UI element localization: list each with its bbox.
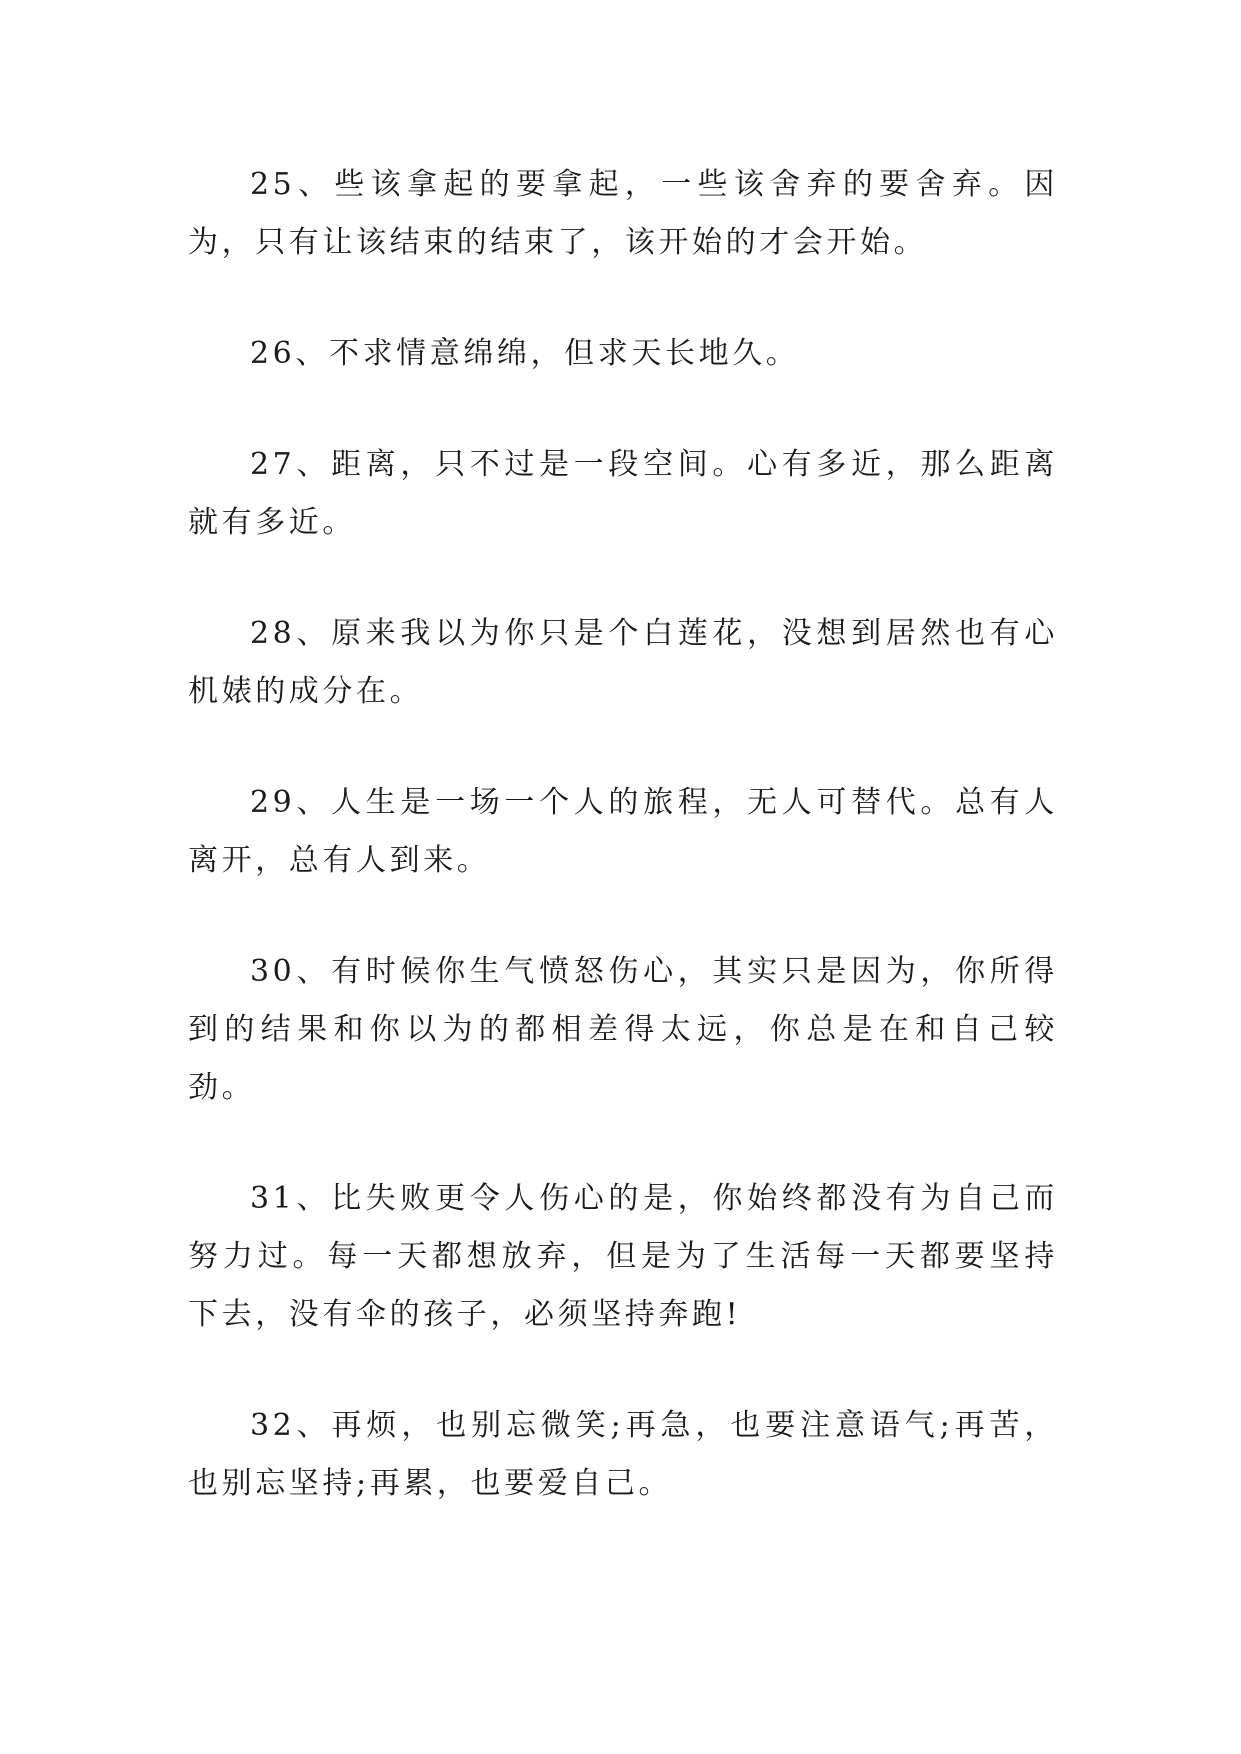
document-body [188, 156, 1058, 1566]
paragraph-32: 32、再烦，也别忘微笑;再急，也要注意语气;再苦，也别忘坚持;再累，也要爱自己。 [188, 1408, 1058, 1501]
paragraph-30: 30、有时候你生气愤怒伤心，其实只是因为，你所得到的结果和你以为的都相差得太远，你总是在和自己较劲。 [188, 954, 1058, 1105]
paragraph-25: 25、些该拿起的要拿起，一些该舍弃的要舍弃。因为，只有让该结束的结束了，该开始的才会开始。 [188, 167, 1058, 260]
paragraph-31: 31、比失败更令人伤心的是，你始终都没有为自己而努力过。每一天都想放弃，但是为了生活每一天都要坚持下去，没有伞的孩子，必须坚持奔跑! [188, 1181, 1058, 1332]
paragraph-28: 28、原来我以为你只是个白莲花，没想到居然也有心机婊的成分在。 [188, 616, 1058, 709]
paragraph-27: 27、距离，只不过是一段空间。心有多近，那么距离就有多近。 [188, 447, 1058, 540]
paragraph-29: 29、人生是一场一个人的旅程，无人可替代。总有人离开，总有人到来。 [188, 785, 1058, 878]
paragraph-26: 26、不求情意绵绵，但求天长地久。 [250, 336, 800, 371]
